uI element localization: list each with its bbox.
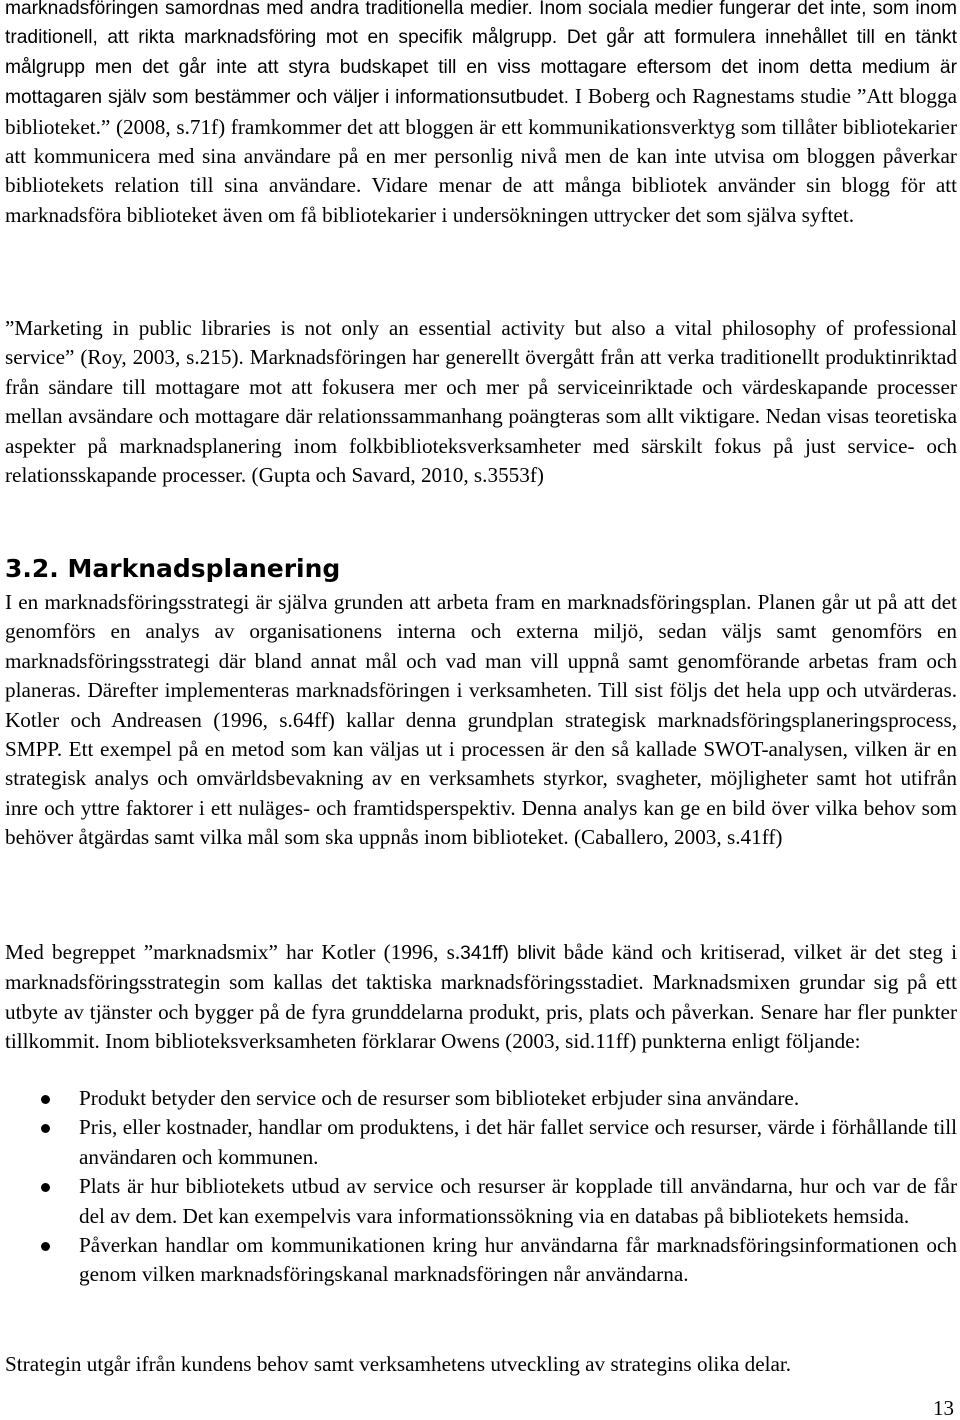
list-item xyxy=(5,1113,957,1172)
list-item-text: Plats är hur bibliotekets utbud av service och resurser är kopplade till användarna, hur och var de får del av dem. Det kan exempelvis vara informationssökning via en databas på bibliotekets hemsida. xyxy=(79,1174,957,1228)
page-number: 13 xyxy=(933,1396,954,1420)
paragraph-marketing-mix-part-c: både känd och kritiserad, vilket är det steg i marknadsföringsstrategin som kallas det taktiska marknadsföringsstadiet. Marknadsmixen grundar sig på ett utbyte av tjänster och bygger på de fyra grunddelarna produkt, pris, plats och påverkan. Senare har fler punkter tillkommit. Inom biblioteksverksamheten förklarar Owens (2003, sid.11ff) punkterna enligt följande: xyxy=(5,940,957,1054)
paragraph-marketing-mix-part-a: Med begreppet ”marknadsmix” har Kotler (1996, s. xyxy=(5,940,461,964)
paragraph-social-media-sentence-3: Vidare menar de att många bibliotek använder sin blogg för att marknadsföra biblioteket även om få bibliotekarier i undersökningen uttrycker det som själva syftet. xyxy=(5,173,958,227)
document-page xyxy=(5,0,957,1420)
list-item xyxy=(5,1172,957,1231)
paragraph-social-media-sentence-2: I Boberg och Ragnestams studie ”Att blogga biblioteket.” (2008, s.71f) framkommer det att bloggen är ett kommunikationsverktyg som tillåter bibliotekarier att kommunicera med sina användare på en mer personlig nivå men de kan inte utvisa om bloggen påverkar bibliotekets relation till sina användare. xyxy=(5,84,957,198)
paragraph-marketing-planning: I en marknadsföringsstrategi är själva grunden att arbeta fram en marknadsföringsplan. Planen går ut på att det genomförs en analys av organisationens interna och externa miljö, sedan väljs samt genomförs en marknadsföringsstrategi där bland annat mål och vad man vill uppnå samt genomförande arbetas fram och planeras. Därefter implementeras marknadsföringen i verksamheten. Till sist följs det hela upp och utvärderas. Kotler och Andreasen (1996, s.64ff) kallar denna grundplan strategisk marknadsföringsplaneringsprocess, SMPP. Ett exempel på en metod som kan väljas ut i processen är den så kallade SWOT-analysen, vilken är en strategisk analys och omvärldsbevakning av en verksamhets styrkor, svagheter, möjligheter samt hot utifrån inre och yttre faktorer i ett nuläges- och framtidsperspektiv. Denna analys kan ge en bild över vilka behov som behöver åtgärdas samt vilka mål som ska uppnås inom biblioteket. (Caballero, 2003, s.41ff) xyxy=(5,590,957,850)
paragraph-social-media-sentence-1: marknadsföringen samordnas med andra traditionella medier. Inom sociala medier fungerar det inte, som inom traditionell, att rikta marknadsföring mot en specifik målgrupp. Det går att formulera innehållet till en tänkt målgrupp men det går inte att styra budskapet till en viss mottagare eftersom det inom detta medium är mottagaren själv som bestämmer och väljer i informationsutbudet. xyxy=(5,0,957,109)
list-item-text: Pris, eller kostnader, handlar om produktens, i det här fallet service och resurser, värde i förhållande till användaren och kommunen. xyxy=(79,1115,957,1169)
paragraph-marketing-quote: ”Marketing in public libraries is not only an essential activity but also a vital philosophy of professional service” (Roy, 2003, s.215). Marknadsföringen har generellt övergått från att verka traditionellt produktinriktad från sändare till mottagare mot att fokusera mer och mer på serviceinriktade och värdeskapande processer mellan avsändare och mottagare där relationssammanhang poängteras som allt viktigare. Nedan visas teoretiska aspekter på marknadsplanering inom folkbiblioteksverksamheter med särskilt fokus på just service- och relationsskapande processer. (Gupta och Savard, 2010, s.3553f) xyxy=(5,316,957,488)
list-item xyxy=(5,1231,957,1290)
bullet-icon xyxy=(41,1095,50,1104)
bullet-list xyxy=(5,1084,957,1290)
list-item-text: Produkt betyder den service och de resurser som biblioteket erbjuder sina användare. xyxy=(79,1086,800,1110)
bullet-icon xyxy=(41,1183,50,1192)
section-heading: 3.2. Marknadsplanering xyxy=(5,554,341,583)
bullet-icon xyxy=(41,1124,50,1133)
paragraph-social-media xyxy=(5,0,957,230)
bullet-icon xyxy=(41,1242,50,1251)
list-item xyxy=(5,1084,957,1113)
paragraph-marketing-mix xyxy=(5,938,957,1057)
paragraph-marketing-mix-part-b: 341ff) blivit xyxy=(460,943,556,964)
paragraph-strategy: Strategin utgår ifrån kundens behov samt verksamhetens utveckling av strategins olika delar. xyxy=(5,1352,792,1376)
list-item-text: Påverkan handlar om kommunikationen kring hur användarna får marknadsföringsinformationen och genom vilken marknadsföringskanal marknadsföringen når användarna. xyxy=(79,1233,957,1287)
